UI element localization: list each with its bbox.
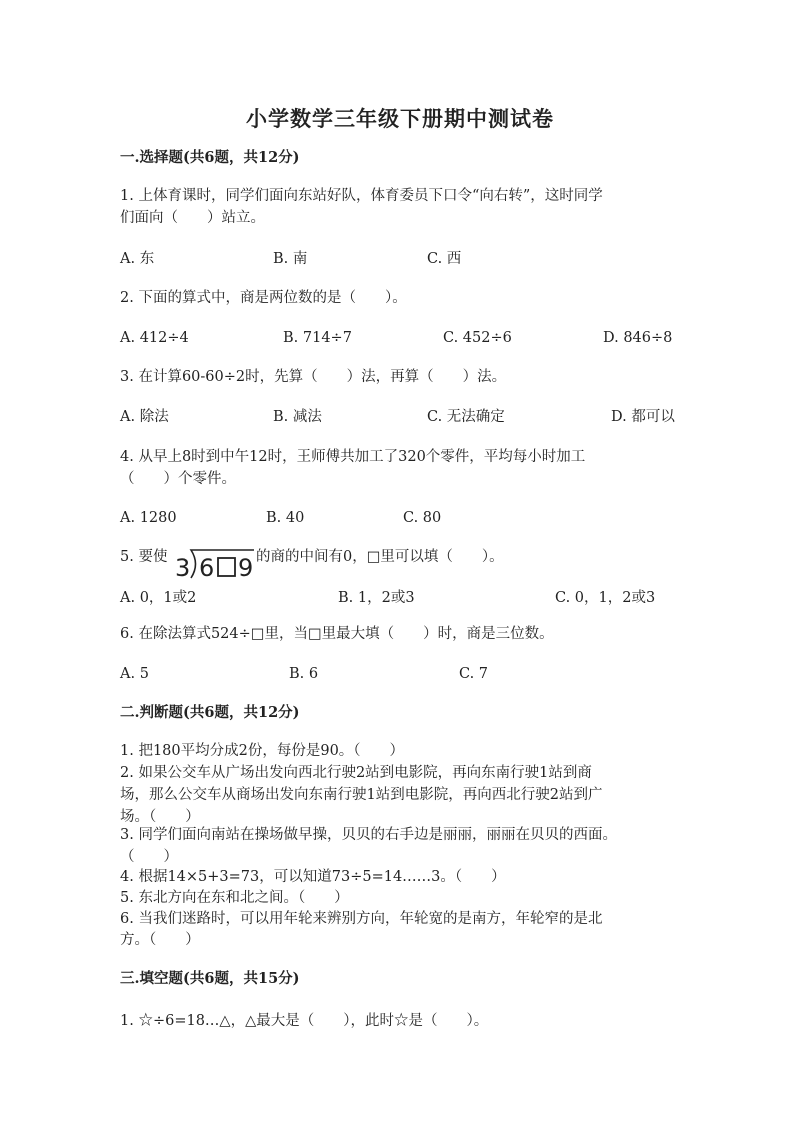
judge-line-2: 2. 如果公交车从广场出发向西北行驶2站到电影院，再向东南行驶1站到商 <box>120 765 592 781</box>
q3-option-c: C. 无法确定 <box>427 409 505 425</box>
q2-option-a: A. 412÷4 <box>120 330 189 346</box>
dividend-digit-hundreds: 6 <box>199 554 215 581</box>
q5-stem-suffix: 的商的中间有0，□里可以填（ ）。 <box>256 549 504 565</box>
q6-option-a: A. 5 <box>120 666 149 682</box>
q5-option-c: C. 0，1，2或3 <box>555 590 656 606</box>
q6-option-b: B. 6 <box>289 666 319 682</box>
judge-line-10: 方。（ ） <box>120 932 200 948</box>
q6-option-c: C. 7 <box>459 666 489 682</box>
page-title: 小学数学三年级下册期中测试卷 <box>246 106 554 131</box>
judge-line-3: 场，那么公交车从商场出发向东南行驶1站到电影院，再向西北行驶2站到广 <box>120 787 603 803</box>
judge-line-8: 5. 东北方向在东和北之间。（ ） <box>120 890 349 906</box>
q5-option-a: A. 0，1或2 <box>120 590 197 606</box>
q4-stem-line-2: （ ）个零件。 <box>120 471 236 487</box>
section-1-heading: 一.选择题(共6题，共12分) <box>120 149 300 166</box>
judge-line-4: 场。（ ） <box>120 809 200 825</box>
judge-line-1: 1. 把180平均分成2份，每份是90。（ ） <box>120 743 405 759</box>
q5-option-b: B. 1，2或3 <box>338 590 415 606</box>
divisor: 3 <box>175 554 191 581</box>
q2-option-c: C. 452÷6 <box>443 330 512 346</box>
q2-option-d: D. 846÷8 <box>603 330 673 346</box>
q1-option-b: B. 南 <box>273 251 308 267</box>
judge-line-9: 6. 当我们迷路时，可以用年轮来辨别方向，年轮宽的是南方，年轮窄的是北 <box>120 911 603 927</box>
q4-option-c: C. 80 <box>403 510 442 526</box>
q5-stem-prefix: 5. 要使 <box>120 549 168 565</box>
section-2-heading: 二.判断题(共6题，共12分) <box>120 704 300 721</box>
q1-option-a: A. 东 <box>120 251 155 267</box>
q4-option-b: B. 40 <box>266 510 305 526</box>
q3-option-d: D. 都可以 <box>611 409 675 425</box>
q3-option-a: A. 除法 <box>120 409 169 425</box>
dividend-digit-ones: 9 <box>238 554 254 581</box>
long-division-figure <box>173 547 255 581</box>
q2-option-b: B. 714÷7 <box>283 330 352 346</box>
blank-box <box>218 558 235 576</box>
judge-line-6: （ ） <box>120 849 178 865</box>
q3-option-b: B. 减法 <box>273 409 322 425</box>
q1-option-c: C. 西 <box>427 251 462 267</box>
judge-line-5: 3. 同学们面向南站在操场做早操，贝贝的右手边是丽丽，丽丽在贝贝的西面。 <box>120 827 617 843</box>
section-3-heading: 三.填空题(共6题，共15分) <box>120 970 300 987</box>
fill-q1: 1. ☆÷6=18…△，△最大是（ ），此时☆是（ ）。 <box>120 1013 489 1029</box>
q1-stem-line-2: 们面向（ ）站立。 <box>120 210 265 226</box>
judge-line-7: 4. 根据14×5+3=73，可以知道73÷5=14……3。（ ） <box>120 869 506 885</box>
q4-stem-line-1: 4. 从早上8时到中午12时，王师傅共加工了320个零件，平均每小时加工 <box>120 449 586 465</box>
q3-stem: 3. 在计算60-60÷2时，先算（ ）法，再算（ ）法。 <box>120 369 507 385</box>
q2-stem: 2. 下面的算式中，商是两位数的是（ ）。 <box>120 290 407 306</box>
q6-stem: 6. 在除法算式524÷□里，当□里最大填（ ）时，商是三位数。 <box>120 626 554 642</box>
q1-stem-line-1: 1. 上体育课时，同学们面向东站好队，体育委员下口令“向右转”，这时同学 <box>120 188 603 204</box>
q4-option-a: A. 1280 <box>120 510 177 526</box>
